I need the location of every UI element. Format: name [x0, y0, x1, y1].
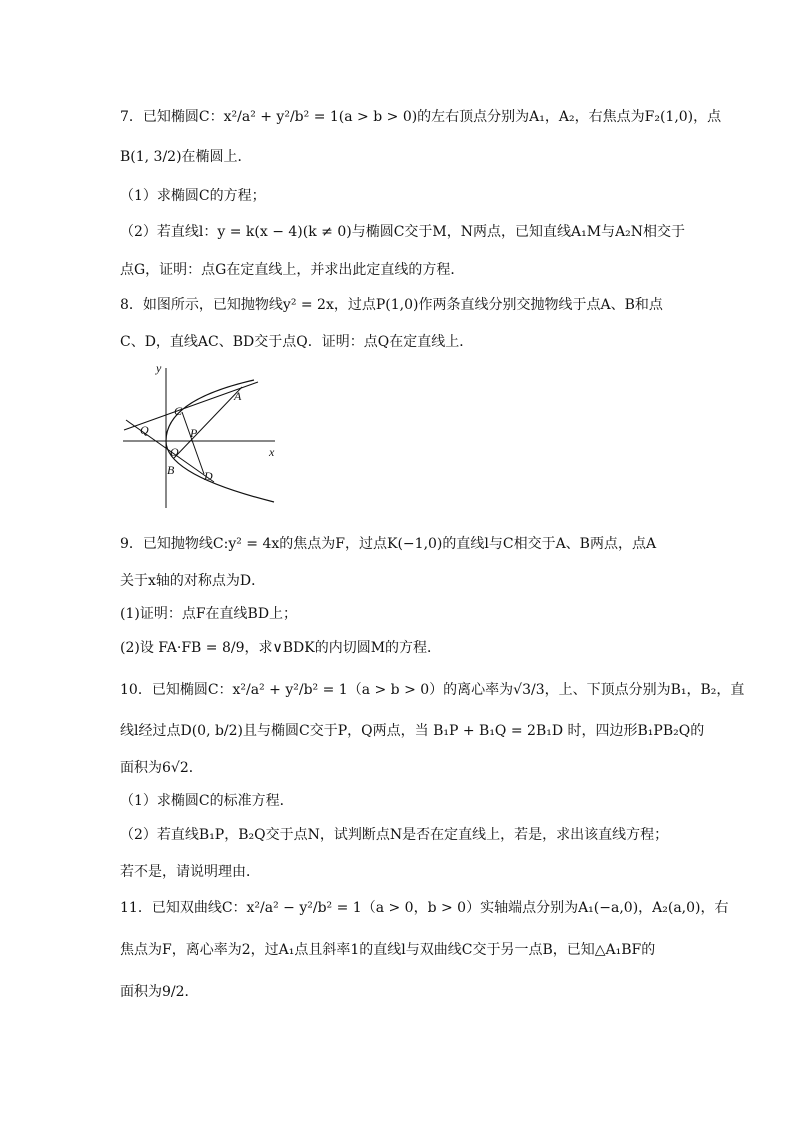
problem-9-part-2: (2)设 FA·FB = 8/9，求∨BDK的内切圆M的方程．	[120, 640, 442, 656]
problem-7-line-5: 点G，证明：点G在定直线上，并求出此定直线的方程．	[120, 262, 465, 278]
chord-cd	[182, 412, 204, 474]
label-a: A	[234, 389, 242, 403]
problem-11-line-1: 11．已知双曲线C：x²/a² − y²/b² = 1（a > 0，b > 0）实轴端点分别为A₁(−a,0)，A₂(a,0)，右	[120, 900, 729, 916]
problem-10-line-6: 若不是，请说明理由．	[120, 864, 260, 880]
problem-10-line-2: 线l经过点D(0, b/2)且与椭圆C交于P，Q两点，当 B₁P + B₁Q = 2B₁D 时，四边形B₁PB₂Q的	[120, 723, 705, 739]
label-b: B	[167, 463, 175, 477]
problem-11-line-3: 面积为9/2．	[120, 984, 199, 1000]
chord-ab	[174, 387, 242, 458]
problem-7-part-2: （2）若直线l：y = k(x − 4)(k ≠ 0)与椭圆C交于M，N两点，已知直线A₁M与A₂N相交于	[120, 224, 686, 240]
problem-10-part-2: （2）若直线B₁P，B₂Q交于点N，试判断点N是否在定直线上，若是，求出该直线方程；	[120, 827, 669, 843]
problem-8-line-1: 8．如图所示，已知抛物线y² = 2x，过点P(1,0)作两条直线分别交抛物线于点A、B和点	[120, 297, 663, 313]
label-x: x	[269, 445, 275, 459]
problem-10-line-3: 面积为6√2．	[120, 760, 203, 776]
problem-9-line-1: 9．已知抛物线C:y² = 4x的焦点为F，过点K(−1,0)的直线l与C相交于A、B两点，点A	[120, 536, 657, 552]
problem-9-line-2: 关于x轴的对称点为D．	[120, 573, 266, 589]
problem-7-line-2: B(1, 3/2)在椭圆上．	[120, 149, 252, 165]
label-p: P	[190, 426, 198, 440]
problem-10-line-1: 10．已知椭圆C：x²/a² + y²/b² = 1（a > b > 0）的离心率为√3/3，上、下顶点分别为B₁，B₂，直	[120, 682, 745, 698]
parabola-figure	[118, 360, 280, 510]
problem-7-line-1: 7．已知椭圆C：x²/a² + y²/b² = 1(a > b > 0)的左右顶点分别为A₁，A₂，右焦点为F₂(1,0)，点	[120, 109, 722, 125]
problem-11-line-2: 焦点为F，离心率为2，过A₁点且斜率1的直线l与双曲线C交于另一点B，已知△A₁BF的	[120, 942, 656, 958]
problem-9-part-1: (1)证明：点F在直线BD上；	[120, 606, 298, 622]
label-q: Q	[140, 423, 149, 437]
problem-10-part-1: （1）求椭圆C的标准方程．	[120, 793, 294, 809]
label-o: O	[170, 445, 179, 459]
label-c: C	[174, 404, 183, 418]
problem-7-part-1: （1）求椭圆C的方程；	[120, 188, 266, 204]
label-d: D	[204, 469, 213, 483]
label-y: y	[156, 361, 162, 375]
problem-8-line-2: C、D，直线AC、BD交于点Q．证明：点Q在定直线上．	[120, 334, 474, 350]
